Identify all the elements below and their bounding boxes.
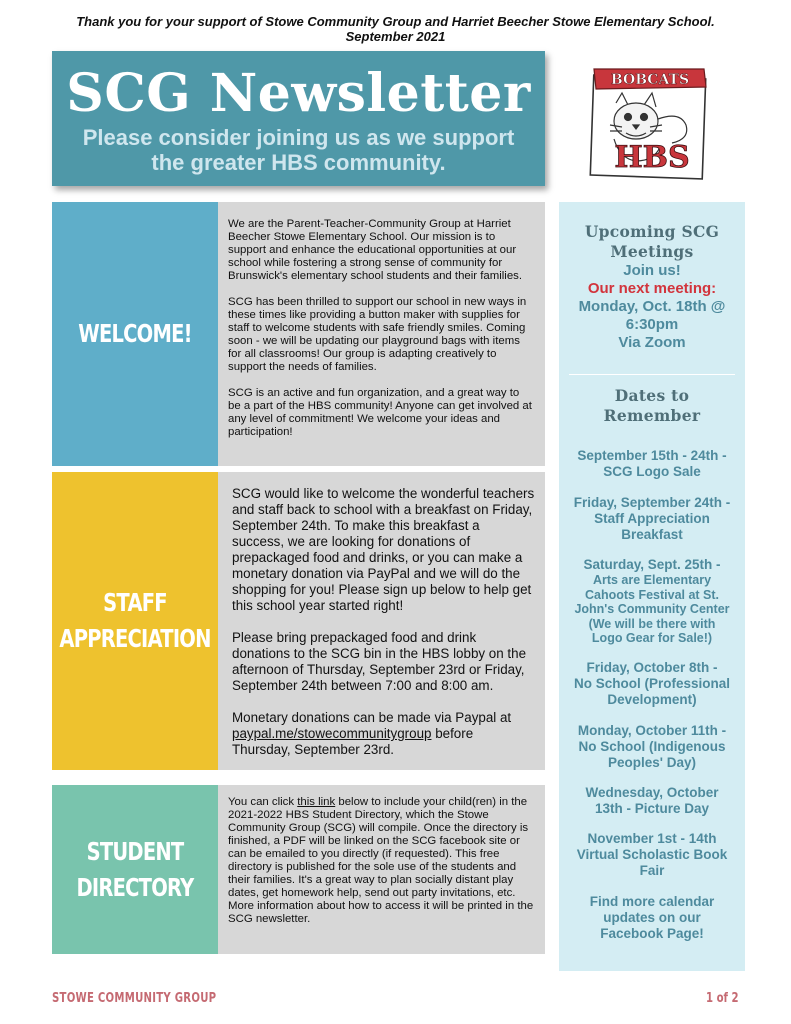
sidebar-divider [569, 374, 735, 375]
date-line: (We will be there with [588, 616, 716, 631]
newsletter-banner [52, 51, 545, 186]
date-item [559, 723, 745, 771]
date-line: Logo Gear for Sale!) [591, 631, 713, 645]
header-note-line1: Thank you for your support of Stowe Community Group and Harriet Beecher Stowe Elementary School. [76, 14, 715, 29]
dates-heading-line2: Remember [603, 406, 701, 425]
footer-org: STOWE COMMUNITY GROUP [52, 991, 217, 1006]
date-line: Fair [639, 863, 665, 878]
paypal-prefix: Monetary donations can be made via Paypal at [232, 710, 512, 725]
closing-line: updates on our [603, 910, 701, 925]
date-line: September 15th - 24th - [577, 448, 727, 463]
date-line: No School (Indigenous [578, 739, 726, 754]
welcome-paragraph: We are the Parent-Teacher-Community Group at Harriet Beecher Stowe Elementary School. Our mission is to support and enhance the educational opportunities at our school while fostering a strong sense of community for Brunswick's elementary school students and their families. [228, 218, 523, 282]
directory-heading-line1: STUDENT [86, 836, 184, 866]
directory-suffix: below to include your child(ren) in the 2021-2022 HBS Student Directory, which the Stowe Community Group (SCG) will compile. Once the directory is finished, a PDF will be linked on the SCG facebook site or can be emailed to you directly (if requested). This free directory is published for the sole use of the students and their families. It's a great way to plan socially distant play dates, get homework help, send out party invitations, etc. More information about how to access it will be printed in the SCG newsletter. [228, 796, 534, 925]
staff-heading [59, 472, 211, 770]
date-line: November 1st - 14th [587, 831, 717, 846]
join-us: Join us! [623, 262, 681, 279]
next-meeting-date-line2: 6:30pm [625, 316, 679, 333]
directory-paragraph [228, 796, 535, 926]
bobcats-logo [580, 63, 717, 183]
welcome-body [218, 202, 545, 466]
date-item [559, 660, 745, 708]
header-note-date: September 2021 [345, 29, 446, 44]
welcome-heading-text: WELCOME! [78, 319, 192, 348]
date-line: Wednesday, October [585, 785, 719, 800]
directory-body [218, 785, 545, 954]
staff-heading-line2: APPRECIATION [59, 624, 211, 653]
date-line: 13th - Picture Day [594, 801, 710, 816]
date-line: No School (Professional [573, 676, 731, 691]
date-line: Cahoots Festival at St. [584, 587, 720, 602]
header-note [0, 14, 791, 44]
date-line: Breakfast [621, 527, 683, 542]
banner-title: SCG Newsletter [66, 63, 531, 124]
logo-letters: HBS [614, 140, 690, 175]
date-line: Arts are Elementary [592, 573, 712, 587]
date-item [559, 557, 745, 646]
directory-heading-line2: DIRECTORY [76, 872, 194, 902]
staff-heading-line1: STAFF [103, 588, 167, 617]
meetings-heading-line2: Meetings [610, 242, 694, 261]
meetings-heading-line1: Upcoming SCG [584, 222, 720, 241]
date-line: Development) [607, 692, 697, 707]
date-line: Monday, October 11th - [577, 723, 727, 738]
staff-paypal-paragraph [232, 710, 535, 758]
staff-body [218, 472, 545, 770]
next-meeting-date-line1: Monday, Oct. 18th @ [578, 298, 726, 315]
paypal-link[interactable]: paypal.me/stowecommunitygroup [232, 726, 432, 741]
paypal-suffix: before Thursday, September 23rd. [232, 726, 474, 757]
logo-top-text: BOBCATS [610, 72, 690, 88]
directory-link[interactable]: this link [297, 796, 336, 808]
date-item [559, 448, 745, 480]
directory-prefix: You can click [228, 796, 298, 808]
facebook-note [559, 894, 745, 942]
closing-line: Find more calendar [589, 894, 715, 909]
date-line: John's Community Center [574, 602, 730, 616]
date-item [559, 785, 745, 817]
page-number: 1 of 2 [706, 991, 739, 1006]
date-line: Staff Appreciation [594, 511, 710, 526]
closing-line: Facebook Page! [600, 926, 704, 941]
directory-heading [70, 785, 199, 954]
next-meeting-label: Our next meeting: [587, 280, 717, 297]
next-meeting-place: Via Zoom [618, 334, 686, 351]
date-line: Saturday, Sept. 25th - [583, 557, 721, 572]
banner-subtitle: Please consider joining us as we support the greater HBS community. [82, 125, 515, 175]
date-line: SCG Logo Sale [603, 464, 701, 479]
date-line: Peoples' Day) [608, 755, 696, 770]
date-line: Friday, September 24th - [573, 495, 731, 510]
welcome-heading [70, 202, 199, 466]
welcome-paragraph: SCG has been thrilled to support our school in new ways in these times like providing a button maker with supplies for staff to welcome students with safe friendly smiles. Coming soon - we will be updating our playground bags with items for all classrooms! Our group is adapting creatively to support the needs of families. [228, 296, 527, 373]
staff-paragraph: Please bring prepackaged food and drink donations to the SCG bin in the HBS lobby on the afternoon of Thursday, September 23rd or Friday, September 24th between 7:00 and 8:00 am. [232, 630, 527, 693]
date-line: Virtual Scholastic Book [576, 847, 728, 862]
welcome-paragraph: SCG is an active and fun organization, and a great way to be a part of the HBS community! Anyone can get involved at any level of commitment! We welcome your ideas and participation! [228, 387, 532, 438]
date-item [559, 495, 745, 543]
date-line: Friday, October 8th - [586, 660, 718, 675]
dates-heading-line1: Dates to [614, 386, 690, 405]
staff-paragraph: SCG would like to welcome the wonderful teachers and staff back to school with a breakfast on Friday, September 24th. To make this breakfast a success, we are looking for donations of prepackaged food and drinks, or you can make a monetary donation via PayPal and we will do the shopping for you! Please sign up below to help get this school year started right! [232, 486, 535, 613]
date-item [559, 831, 745, 879]
sidebar-calendar [559, 202, 745, 971]
